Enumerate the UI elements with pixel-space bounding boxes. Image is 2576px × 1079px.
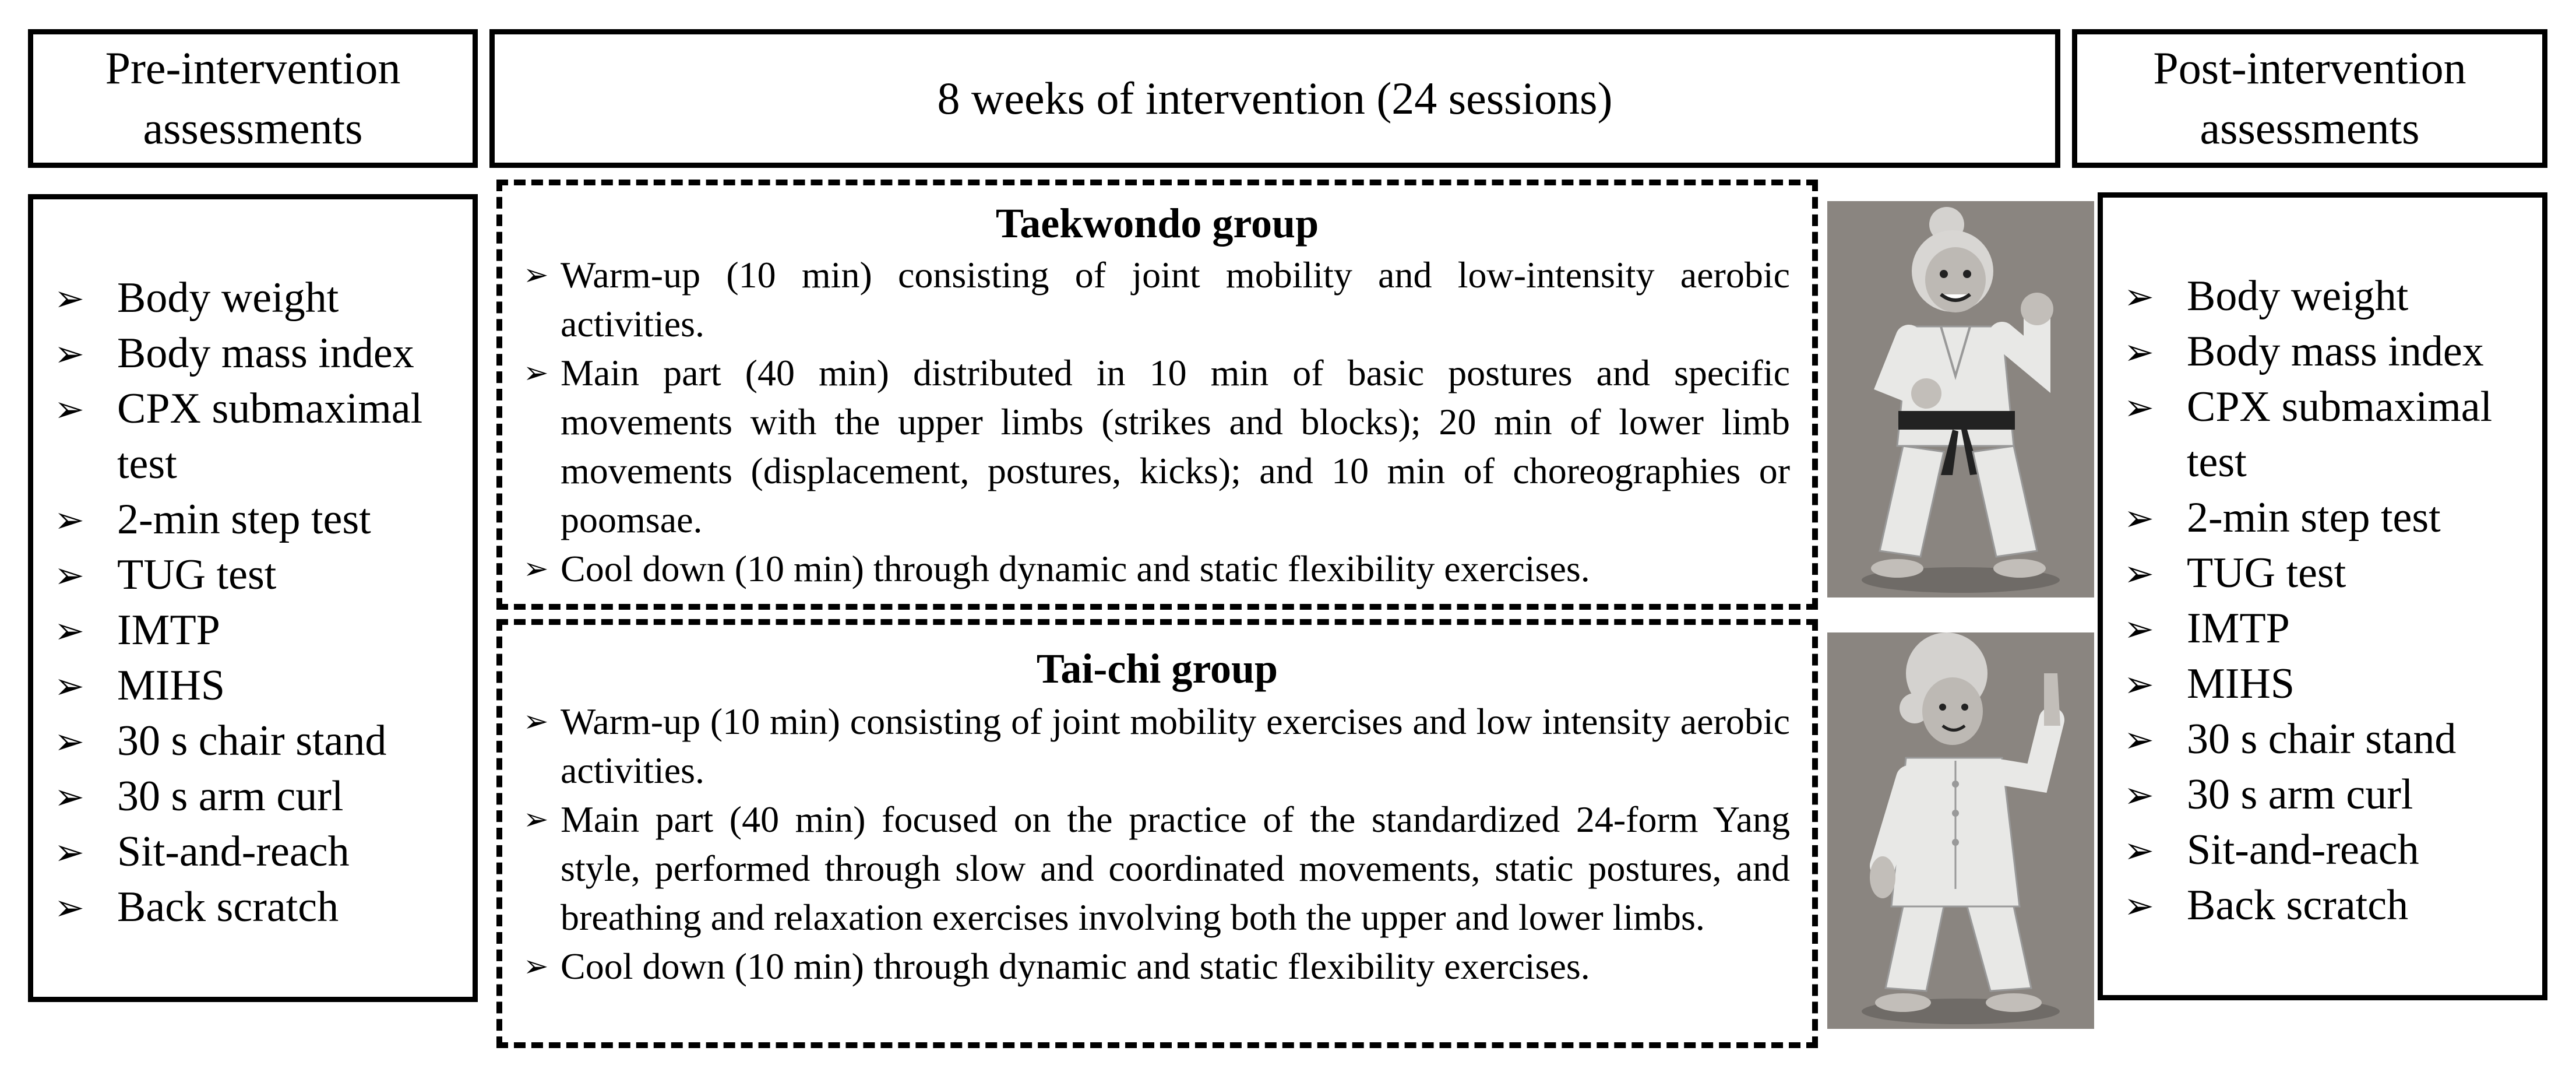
arrow-bullet-icon: ➢ — [523, 258, 549, 293]
arrow-bullet-icon: ➢ — [523, 551, 549, 586]
post-assessment-list-box — [2098, 192, 2547, 1000]
arrow-bullet-icon: ➢ — [2124, 497, 2154, 539]
pre-header-line1: Pre-intervention — [105, 43, 401, 94]
arrow-bullet-icon: ➢ — [2124, 884, 2154, 927]
post-intervention-header — [2072, 29, 2547, 168]
arrow-bullet-icon: ➢ — [2124, 331, 2154, 373]
arrow-bullet-icon: ➢ — [2124, 275, 2154, 318]
taekwondo-group-title: Taekwondo group — [995, 200, 1319, 247]
list-item: ➢ Warm-up (10 min) consisting of joint mobility exercises and low intensity aerobic activities. — [523, 697, 1790, 795]
taekwondo-bullet-list — [523, 251, 1790, 593]
list-item: ➢ 2-min step test — [2124, 490, 2542, 546]
list-item: ➢ 30 s chair stand — [2124, 712, 2542, 767]
intervention-header — [489, 29, 2060, 168]
list-item: ➢ 30 s chair stand — [54, 714, 473, 769]
list-item: ➢ Cool down (10 min) through dynamic and static flexibility exercises. — [523, 544, 1790, 593]
arrow-bullet-icon: ➢ — [2124, 386, 2154, 428]
list-item: ➢ Back scratch — [2124, 878, 2542, 933]
arrow-bullet-icon: ➢ — [54, 720, 84, 762]
arrow-bullet-icon: ➢ — [2124, 552, 2154, 595]
list-item: ➢ 30 s arm curl — [54, 769, 473, 824]
taekwondo-elderly-woman-illustration — [1827, 201, 2094, 598]
arrow-bullet-icon: ➢ — [54, 831, 84, 873]
list-item: ➢ MIHS — [54, 658, 473, 714]
taichi-figure-icon — [1827, 632, 2094, 1029]
list-item: ➢ TUG test — [54, 547, 473, 603]
list-item: ➢ Cool down (10 min) through dynamic and static flexibility exercises. — [523, 942, 1790, 991]
list-item: ➢ TUG test — [2124, 546, 2542, 601]
pre-assessment-list — [33, 270, 473, 935]
arrow-bullet-icon: ➢ — [54, 332, 84, 375]
list-item-continuation: test — [2187, 438, 2247, 486]
list-item-continuation: test — [117, 440, 177, 488]
taichi-elderly-woman-illustration — [1827, 632, 2094, 1029]
taekwondo-figure-icon — [1827, 201, 2094, 598]
taichi-group-box — [496, 619, 1818, 1048]
list-item: ➢ Body weight — [2124, 269, 2542, 324]
arrow-bullet-icon: ➢ — [54, 388, 84, 430]
arrow-bullet-icon: ➢ — [2124, 829, 2154, 871]
list-item: ➢ IMTP — [54, 603, 473, 658]
arrow-bullet-icon: ➢ — [54, 609, 84, 652]
arrow-bullet-icon: ➢ — [2124, 663, 2154, 705]
list-item: ➢ Sit-and-reach — [2124, 823, 2542, 878]
list-item: ➢ Body mass index — [2124, 324, 2542, 379]
list-item: ➢ CPX submaximal — [54, 381, 473, 437]
arrow-bullet-icon: ➢ — [54, 886, 84, 929]
arrow-bullet-icon: ➢ — [523, 704, 549, 739]
arrow-bullet-icon: ➢ — [523, 949, 549, 984]
list-item: ➢ Body weight — [54, 270, 473, 326]
list-item: ➢ Main part (40 min) focused on the practice of the standardized 24-form Yang style, performed through slow and coordinated movements, static postures, and breathing and relaxation exercises involving both the upper and lower limbs. — [523, 795, 1790, 942]
arrow-bullet-icon: ➢ — [523, 356, 549, 391]
list-item: ➢ Warm-up (10 min) consisting of joint mobility and low-intensity aerobic activities. — [523, 251, 1790, 349]
list-item: ➢ 2-min step test — [54, 492, 473, 547]
taichi-bullet-list — [523, 697, 1790, 991]
arrow-bullet-icon: ➢ — [54, 775, 84, 818]
arrow-bullet-icon: ➢ — [54, 554, 84, 596]
intervention-title: 8 weeks of intervention (24 sessions) — [937, 72, 1613, 124]
arrow-bullet-icon: ➢ — [2124, 718, 2154, 761]
taichi-group-title: Tai-chi group — [1036, 645, 1278, 692]
post-header-line2: assessments — [2200, 103, 2420, 153]
post-assessment-list — [2103, 269, 2542, 933]
arrow-bullet-icon: ➢ — [54, 498, 84, 541]
list-item: ➢ CPX submaximal — [2124, 379, 2542, 435]
arrow-bullet-icon: ➢ — [2124, 774, 2154, 816]
pre-header-line2: assessments — [143, 103, 363, 153]
arrow-bullet-icon: ➢ — [54, 665, 84, 707]
taekwondo-group-box — [496, 180, 1818, 610]
arrow-bullet-icon: ➢ — [523, 802, 549, 837]
list-item: ➢ MIHS — [2124, 656, 2542, 712]
arrow-bullet-icon: ➢ — [54, 277, 84, 319]
list-item: ➢ Back scratch — [54, 880, 473, 935]
list-item: ➢ Body mass index — [54, 326, 473, 381]
pre-assessment-list-box — [28, 194, 478, 1002]
post-header-line1: Post-intervention — [2153, 43, 2466, 94]
list-item: ➢ IMTP — [2124, 601, 2542, 656]
list-item: ➢ Main part (40 min) distributed in 10 min of basic postures and specific movements with the upper limbs (strikes and blocks); 20 min of lower limb movements (displacement, postures, kicks); and 10 min of choreographies or poomsae. — [523, 349, 1790, 544]
list-item: ➢ 30 s arm curl — [2124, 767, 2542, 823]
list-item: ➢ Sit-and-reach — [54, 824, 473, 880]
arrow-bullet-icon: ➢ — [2124, 607, 2154, 650]
pre-intervention-header — [28, 29, 478, 168]
